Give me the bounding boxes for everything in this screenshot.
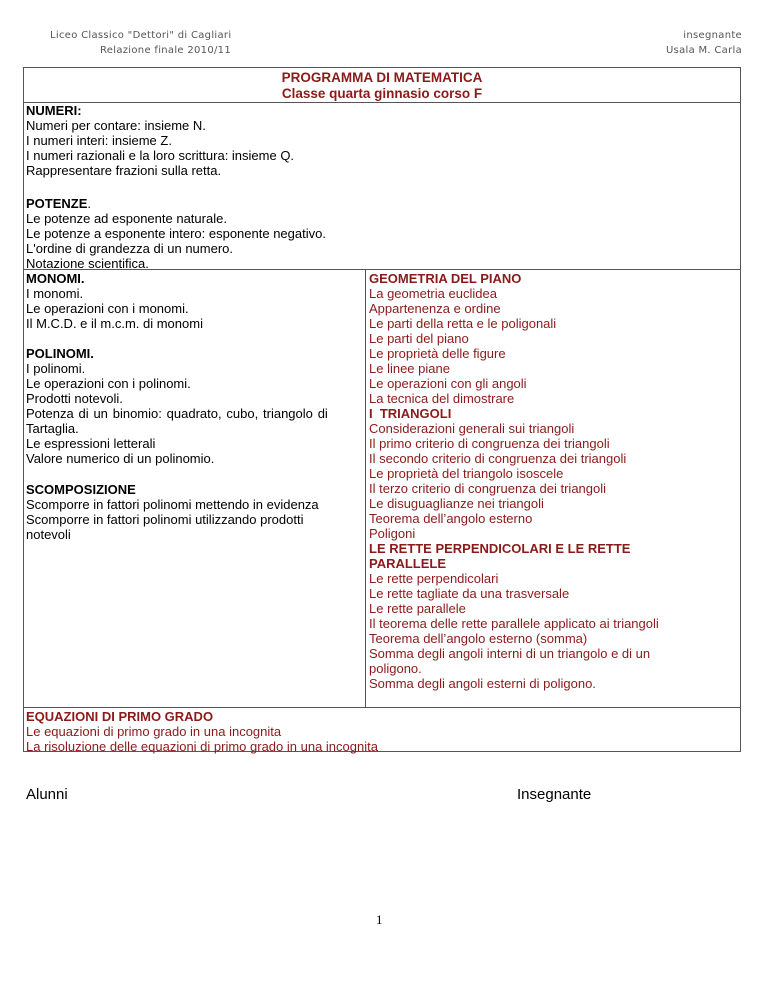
list-item: Somma degli angoli esterni di poligono.	[369, 676, 596, 691]
list-item: Potenza di un binomio: quadrato, cubo, triangolo di	[26, 406, 328, 421]
scomposizione-heading: SCOMPOSIZIONE	[26, 482, 136, 497]
list-item: Le espressioni letterali	[26, 436, 156, 451]
list-item: Appartenenza e ordine	[369, 301, 501, 316]
section-polinomi	[26, 346, 328, 466]
triangoli-heading: I TRIANGOLI	[369, 406, 452, 421]
divider	[24, 269, 740, 270]
section-equazioni	[26, 709, 378, 754]
rette-heading-line1: LE RETTE PERPENDICOLARI E LE RETTE	[369, 541, 631, 556]
list-item: La geometria euclidea	[369, 286, 497, 301]
list-item: Le parti della retta e le poligonali	[369, 316, 557, 331]
equazioni-heading: EQUAZIONI DI PRIMO GRADO	[26, 709, 214, 724]
potenze-heading: POTENZE	[26, 196, 88, 211]
monomi-heading: MONOMI.	[26, 271, 85, 286]
list-item: Il primo criterio di congruenza dei triangoli	[369, 436, 610, 451]
list-item: I numeri interi: insieme Z.	[26, 133, 172, 148]
numeri-heading: NUMERI:	[26, 103, 82, 118]
list-item: Le proprietà del triangolo isoscele	[369, 466, 564, 481]
list-item: Scomporre in fattori polinomi mettendo in evidenza	[26, 497, 319, 512]
list-item: Le rette perpendicolari	[369, 571, 499, 586]
rette-heading-line2: PARALLELE	[369, 556, 447, 571]
list-item: Valore numerico di un polinomio.	[26, 451, 215, 466]
list-item: I numeri razionali e la loro scrittura: insieme Q.	[26, 148, 295, 163]
list-item: Le equazioni di primo grado in una incognita	[26, 724, 282, 739]
list-item: Le linee piane	[369, 361, 450, 376]
list-item: Rappresentare frazioni sulla retta.	[26, 163, 222, 178]
heading-period: .	[87, 196, 92, 211]
list-item: Le operazioni con i monomi.	[26, 301, 189, 316]
list-item: Le proprietà delle figure	[369, 346, 506, 361]
list-item: Le rette parallele	[369, 601, 466, 616]
section-monomi	[26, 271, 203, 331]
list-item: Le parti del piano	[369, 331, 469, 346]
list-item: Numeri per contare: insieme N.	[26, 118, 206, 133]
list-item: Scomporre in fattori polinomi utilizzando prodotti	[26, 512, 304, 527]
list-item: Somma degli angoli interni di un triangolo e di un	[369, 646, 651, 661]
teacher-name: Usala M. Carla	[665, 45, 742, 56]
list-item: I polinomi.	[26, 361, 86, 376]
section-numeri	[26, 103, 294, 178]
list-item: Il terzo criterio di congruenza dei triangoli	[369, 481, 607, 496]
list-item: Le disuguaglianze nei triangoli	[369, 496, 544, 511]
list-item: Le operazioni con gli angoli	[369, 376, 527, 391]
list-item: Considerazioni generali sui triangoli	[369, 421, 575, 436]
program-table	[23, 67, 741, 752]
polinomi-heading: POLINOMI.	[26, 346, 94, 361]
column-divider	[365, 269, 366, 707]
page-header-left	[50, 28, 231, 58]
section-scomposizione	[26, 482, 319, 542]
list-item: Poligoni	[369, 526, 416, 541]
list-item: Il M.C.D. e il m.c.m. di monomi	[26, 316, 203, 331]
geometria-heading: GEOMETRIA DEL PIANO	[369, 271, 522, 286]
program-title-sub: Classe quarta ginnasio corso F	[281, 86, 483, 101]
school-name: Liceo Classico "Dettori" di Cagliari	[50, 30, 232, 41]
page-header-right	[666, 28, 742, 58]
list-item: Tartaglia.	[26, 421, 79, 436]
list-item: poligono.	[369, 661, 422, 676]
page-number: 1	[376, 912, 383, 927]
list-item: Teorema dell’angolo esterno (somma)	[369, 631, 588, 646]
list-item: Le rette tagliate da una trasversale	[369, 586, 570, 601]
list-item: Il teorema delle rette parallele applicato ai triangoli	[369, 616, 659, 631]
role-label: insegnante	[683, 30, 742, 41]
list-item: La tecnica del dimostrare	[369, 391, 515, 406]
program-title	[24, 70, 740, 102]
section-potenze	[26, 196, 326, 271]
list-item: L'ordine di grandezza di un numero.	[26, 241, 234, 256]
list-item: Il secondo criterio di congruenza dei triangoli	[369, 451, 627, 466]
section-geometria	[369, 271, 659, 691]
list-item: Le potenze a esponente intero: esponente negativo.	[26, 226, 326, 241]
list-item: Prodotti notevoli.	[26, 391, 123, 406]
list-item: Notazione scientifica.	[26, 256, 149, 271]
signature-students: Alunni	[26, 786, 68, 803]
list-item: notevoli	[26, 527, 71, 542]
list-item: Le potenze ad esponente naturale.	[26, 211, 227, 226]
divider	[24, 707, 740, 708]
list-item: I monomi.	[26, 286, 84, 301]
report-title: Relazione finale 2010/11	[100, 45, 231, 56]
list-item: Le operazioni con i polinomi.	[26, 376, 191, 391]
program-title-main: PROGRAMMA DI MATEMATICA	[281, 70, 483, 85]
list-item: Teorema dell’angolo esterno	[369, 511, 533, 526]
list-item: La risoluzione delle equazioni di primo grado in una incognita	[26, 739, 378, 754]
signature-teacher: Insegnante	[517, 786, 592, 803]
